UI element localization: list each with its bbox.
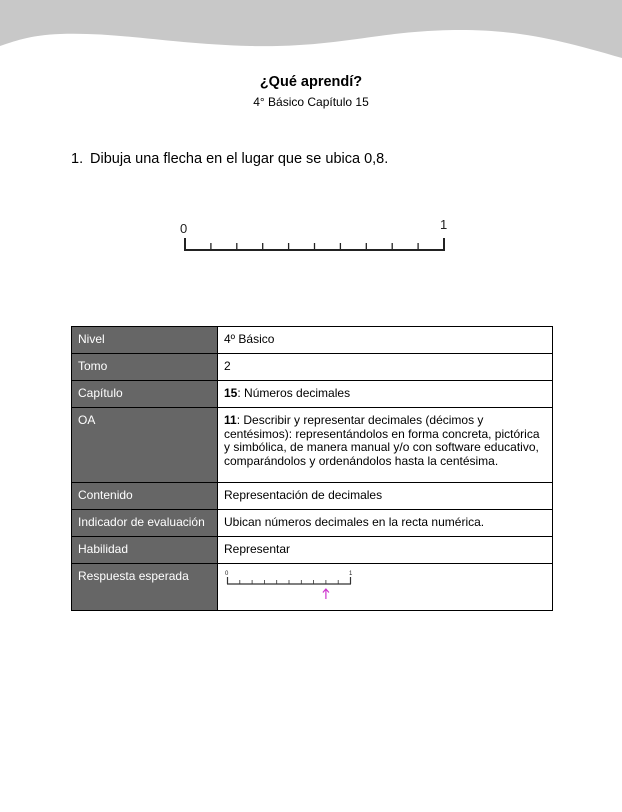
table-row-respuesta <box>72 564 553 611</box>
row-label: OA <box>72 408 218 483</box>
answer-start-label: 0 <box>225 571 229 577</box>
answer-line-ticks <box>228 577 351 584</box>
table-row-indicador <box>72 510 553 537</box>
question-text: Dibuja una flecha en el lugar que se ubica 0,8. <box>90 151 389 167</box>
row-label: Tomo <box>72 354 218 381</box>
page-subtitle: 4° Básico Capítulo 15 <box>253 95 369 109</box>
row-value: Representación de decimales <box>218 483 553 510</box>
oa-description: : Describir y representar decimales (décimos y centésimos): representándolos en forma concreta, pictórica y simbólica, de manera manual y/o con software educativo, comparándolos y ordenándolos hasta la centésima. <box>224 413 540 468</box>
number-line-start-label: 0 <box>180 221 188 236</box>
row-value <box>218 408 553 483</box>
answer-number-line <box>224 568 356 602</box>
question-1 <box>71 151 388 167</box>
table-row-capitulo <box>72 381 553 408</box>
info-table <box>71 326 553 611</box>
table-row-habilidad <box>72 537 553 564</box>
answer-end-label: 1 <box>349 571 353 577</box>
oa-number: 11 <box>224 413 237 427</box>
row-value: 4º Básico <box>218 327 553 354</box>
row-value: Representar <box>218 537 553 564</box>
row-value <box>218 381 553 408</box>
table-row-tomo <box>72 354 553 381</box>
row-label: Nivel <box>72 327 218 354</box>
row-label: Habilidad <box>72 537 218 564</box>
row-value <box>218 564 553 611</box>
table-row-contenido <box>72 483 553 510</box>
table-row-nivel <box>72 327 553 354</box>
chapter-title: : Números decimales <box>237 386 351 400</box>
table-row-oa <box>72 408 553 483</box>
row-label: Indicador de evaluación <box>72 510 218 537</box>
header-wave-decoration <box>0 0 622 60</box>
row-value: 2 <box>218 354 553 381</box>
row-label: Respuesta esperada <box>72 564 218 611</box>
answer-arrow-icon <box>323 589 329 599</box>
row-label: Contenido <box>72 483 218 510</box>
number-line-end-label: 1 <box>440 217 448 232</box>
row-value: Ubican números decimales en la recta numérica. <box>218 510 553 537</box>
question-number: 1. <box>71 151 84 167</box>
number-line[interactable] <box>176 214 452 256</box>
number-line-ticks <box>185 238 444 250</box>
page-title: ¿Qué aprendí? <box>259 74 363 90</box>
chapter-number: 15 <box>224 386 238 400</box>
row-label: Capítulo <box>72 381 218 408</box>
